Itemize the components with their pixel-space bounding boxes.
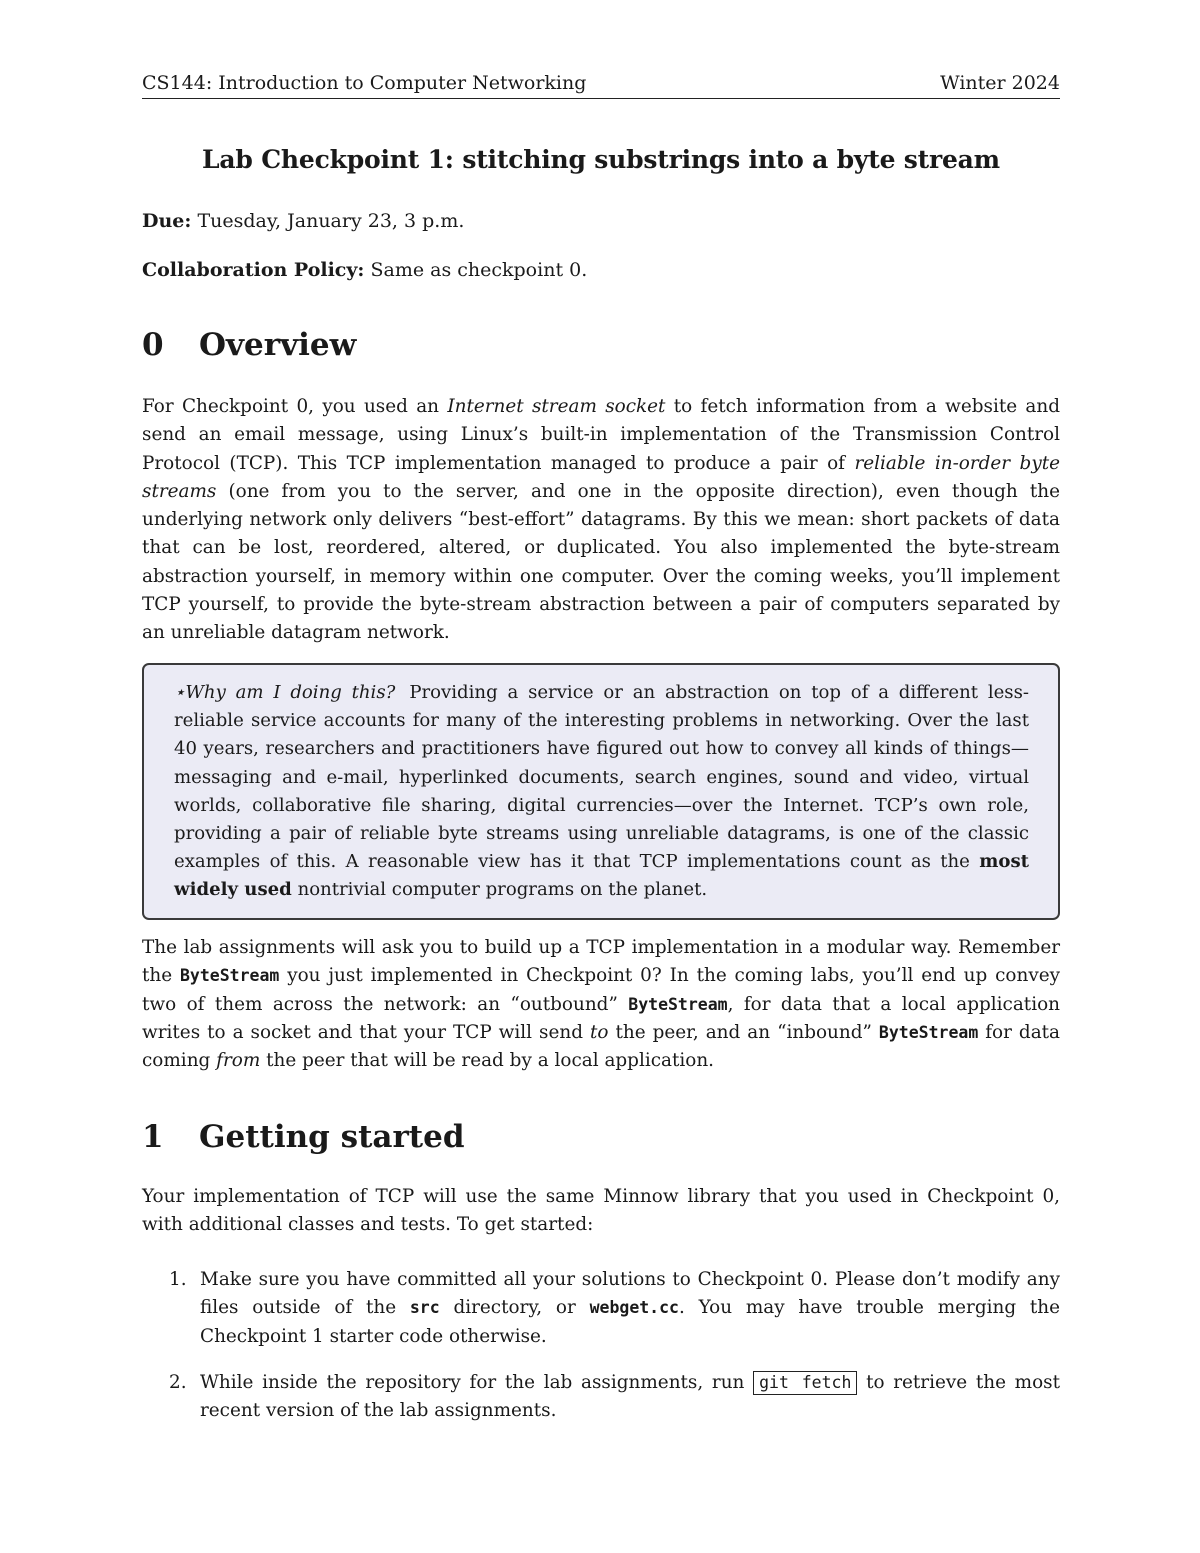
emphasis: from bbox=[216, 1050, 261, 1072]
course-name: CS144: Introduction to Computer Networking bbox=[142, 72, 587, 94]
due-line bbox=[142, 208, 464, 234]
emphasis: Internet stream socket bbox=[447, 396, 666, 417]
text-run: to retrieve the most recent version of the lab assignments. bbox=[200, 1372, 1061, 1422]
collaboration-line bbox=[142, 257, 587, 283]
emphasis: reliable in-order byte streams bbox=[142, 452, 1060, 502]
text-run: , for data that a local application writes to a socket and that your TCP will send bbox=[142, 993, 1060, 1043]
code-bytestream: ByteStream bbox=[179, 966, 280, 986]
text-run: nontrivial computer programs on the planet. bbox=[291, 879, 708, 901]
list-item-number: 1. bbox=[169, 1269, 187, 1290]
due-value: Tuesday, January 23, 3 p.m. bbox=[197, 210, 465, 232]
overview-paragraph bbox=[142, 393, 1060, 648]
text-run: While inside the repository for the lab assignments, run bbox=[200, 1372, 754, 1393]
section-heading-overview bbox=[142, 325, 356, 365]
text-run: Providing a service or an abstraction on top of a different less-reliable service accounts for many of the interesting problems in networking. Over the last 40 years, researchers and practitioners have figured out how to convey all kinds of things—messaging and e-mail, hyperlinked documents, search engines, sound and video, virtual worlds, collaborative file sharing, digital currencies—over the Internet. TCP’s own role, providing a pair of reliable byte streams using unreliable datagrams, is one of the classic examples of this. A reasonable view has it that TCP implementations count as the bbox=[174, 682, 1029, 873]
text-run: for data coming bbox=[142, 1021, 1061, 1072]
code-webget: webget.cc bbox=[589, 1298, 679, 1318]
section-heading-getting-started bbox=[142, 1117, 465, 1157]
callout-text bbox=[174, 679, 1029, 905]
text-run: Make sure you have committed all your solutions to Checkpoint 0. Please don’t modify any files outside of the bbox=[200, 1269, 1060, 1319]
callout-heading: ⋆Why am I doing this? bbox=[174, 682, 396, 703]
getting-started-intro: Your implementation of TCP will use the same Minnow library that you used in Checkpoint 0, with additional classes and tests. To get started: bbox=[142, 1186, 1060, 1236]
code-bytestream: ByteStream bbox=[878, 1022, 979, 1042]
text-run: to fetch information from a website and send an email message, using Linux’s built-in implementation of the Transmission Control Protocol (TCP). This TCP implementation managed to produce a pair of bbox=[142, 396, 1061, 474]
running-header bbox=[142, 70, 1060, 99]
section-number: 1 bbox=[142, 1119, 164, 1155]
list-item-number: 2. bbox=[169, 1372, 187, 1393]
collaboration-label: Collaboration Policy: bbox=[142, 259, 365, 281]
text-run: you just implemented in Checkpoint 0? In the coming labs, you’ll end up convey two of them across the network: an “outbound” bbox=[142, 965, 1060, 1015]
git-fetch-command: git fetch bbox=[753, 1371, 857, 1395]
text-run: directory, or bbox=[439, 1297, 590, 1319]
section-number: 0 bbox=[142, 327, 164, 363]
code-bytestream: ByteStream bbox=[628, 994, 728, 1014]
emphasis: to bbox=[590, 1021, 609, 1043]
bold-emphasis: most widely used bbox=[174, 851, 1029, 901]
list-item-text bbox=[200, 1369, 1060, 1426]
document-title: Lab Checkpoint 1: stitching substrings into a byte stream bbox=[202, 145, 1000, 174]
term: Winter 2024 bbox=[940, 72, 1060, 94]
text-run: the peer that will be read by a local application. bbox=[260, 1050, 715, 1072]
text-run: (one from you to the server, and one in the opposite direction), even though the underlying network only delivers “best-effort” datagrams. By this we mean: short packets of data that can be lost, reordered, altered, or duplicated. You also implemented the byte-stream abstraction yourself, in memory within one computer. Over the coming weeks, you’ll implement TCP yourself, to provide the byte-stream abstraction between a pair of computers separated by an unreliable datagram network. bbox=[142, 480, 1060, 644]
lab-assignments-paragraph bbox=[142, 934, 1060, 1075]
text-run: For Checkpoint 0, you used an bbox=[142, 396, 448, 417]
code-src: src bbox=[409, 1298, 440, 1318]
section-title: Overview bbox=[199, 327, 357, 363]
why-callout-box bbox=[142, 663, 1060, 920]
text-run: The lab assignments will ask you to build up a TCP implementation in a modular way. Remember the bbox=[142, 937, 1060, 987]
due-label: Due: bbox=[142, 210, 192, 232]
text-run: the peer, and an “inbound” bbox=[608, 1021, 879, 1043]
list-item-text bbox=[200, 1266, 1060, 1351]
collaboration-value: Same as checkpoint 0. bbox=[370, 259, 588, 281]
text-run: . You may have trouble merging the Checkpoint 1 starter code otherwise. bbox=[200, 1297, 1060, 1347]
section-title: Getting started bbox=[199, 1119, 465, 1155]
